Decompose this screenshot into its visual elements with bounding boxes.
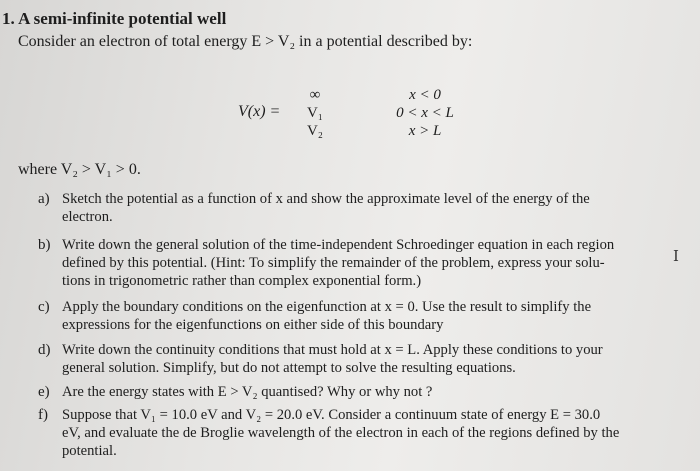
part-a-line-2: electron. xyxy=(62,209,113,225)
part-b-line-2: defined by this potential. (Hint: To simplify the remainder of the problem, express your solu- xyxy=(62,255,605,271)
potential-value-2: V₂ xyxy=(306,123,324,139)
where-line: where V₂ > V₁ > 0. xyxy=(18,161,141,178)
part-f-line-3: potential. xyxy=(62,443,117,459)
part-b-line-1: Write down the general solution of the time-independent Schroedinger equation in each region xyxy=(62,237,615,253)
part-f-line-1: Suppose that V₁ = 10.0 eV and V₂ = 20.0 eV. Consider a continuum state of energy E = 30.0 xyxy=(62,407,601,423)
part-b-label: b) xyxy=(38,237,51,253)
part-c-label: c) xyxy=(38,299,50,315)
potential-condition-0: x < 0 xyxy=(409,87,441,103)
part-b-line-3: tions in trigonometric rather than complex exponential form.) xyxy=(62,273,422,289)
part-d-line-2: general solution. Simplify, but do not attempt to solve the resulting equations. xyxy=(62,360,516,376)
potential-lhs: V(x) = xyxy=(238,103,281,120)
part-f-label: f) xyxy=(38,407,48,423)
part-c-line-2: expressions for the eigenfunctions on either side of this boundary xyxy=(62,317,444,333)
potential-condition-1: 0 < x < L xyxy=(396,105,454,121)
part-f-line-2: eV, and evaluate the de Broglie wavelength of the electron in each of the regions defined by the xyxy=(62,425,620,441)
problem-title: A semi-infinite potential well xyxy=(18,9,227,28)
potential-condition-2: x > L xyxy=(408,123,442,139)
part-e-line-1: Are the energy states with E > V₂ quantised? Why or why not ? xyxy=(62,384,433,400)
problem-intro: Consider an electron of total energy E > V₂ in a potential described by: xyxy=(18,33,473,50)
problem-heading xyxy=(2,9,226,29)
part-d-label: d) xyxy=(38,342,51,358)
part-a-line-1: Sketch the potential as a function of x and show the approximate level of the energy of the xyxy=(62,191,590,207)
part-a-label: a) xyxy=(38,191,50,207)
potential-values xyxy=(298,86,332,140)
potential-value-0: ∞ xyxy=(309,87,321,103)
part-c-line-1: Apply the boundary conditions on the eigenfunction at x = 0. Use the result to simplify the xyxy=(62,299,592,315)
potential-conditions xyxy=(380,86,470,140)
part-d-line-1: Write down the continuity conditions that must hold at x = L. Apply these conditions to your xyxy=(62,342,603,358)
part-e-label: e) xyxy=(38,384,50,400)
problem-number: 1. xyxy=(2,9,15,28)
potential-value-1: V₁ xyxy=(306,105,324,121)
text-cursor-icon: I xyxy=(673,247,679,265)
